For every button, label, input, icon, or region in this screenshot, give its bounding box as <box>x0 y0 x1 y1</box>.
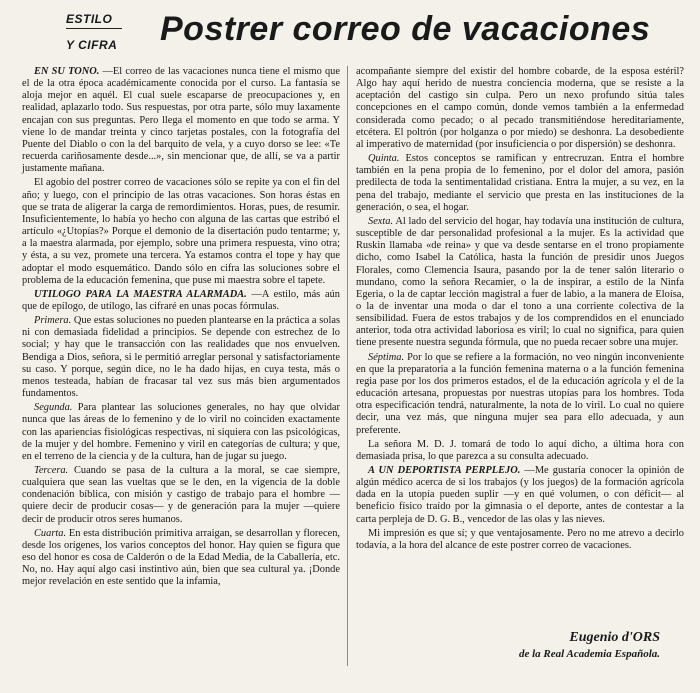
paragraph-text: —El correo de las vacaciones nunca tiene el mismo que el de la otra época académicamente conocida por el curso. La fantasía se aloja mejor en aquél. El cual suele escaparse de preocupaciones y, en realidad, aplazarlo todo. Sus respuestas, por otra parte, sólo muy laxamente encajan con sus preguntas. Pero llega el momento en que todo se arma. Y viene lo de mandar treinta y cinco tarjetas postales, con la fotografía del Puente del Diablo o con la del barquito de vela, y a cuyo dorso se lee: «Te recuerda cariñosamente desde...», sin mencionar que, de allí, se va a partir justamente mañana. <box>22 66 340 175</box>
author-affiliation: de la Real Academia Española. <box>518 648 660 660</box>
signature-block <box>519 630 660 660</box>
paragraph <box>356 216 684 350</box>
paragraph-text: Que estas soluciones no pueden plantearse en la práctica a solas ni con demasiada fidelidad a principios. Se depende con estrechez de lo social; y hay que le transacción con las realidades que nos envuelven. Bendiga a Dios, señora, si le permitió arreglar personal y satisfactoriamente su caso. Y porque, según dice, no le ha dado hijas, en cuya testa, más o menos testeada, habían de fracasar tal vez sus más bien argumentados fundamentos. <box>22 315 340 400</box>
section-heading: UTILOGO PARA LA MAESTRA ALARMADA. <box>34 288 247 300</box>
left-column <box>22 66 340 591</box>
paragraph <box>356 66 684 151</box>
paragraph-lead: Tercera. <box>34 465 69 476</box>
paragraph <box>356 153 684 214</box>
paragraph <box>22 66 340 175</box>
author-name: Eugenio d'ORS <box>569 630 660 645</box>
paragraph <box>356 465 684 526</box>
paragraph <box>356 528 684 552</box>
paragraph-lead: Séptima. <box>368 351 405 363</box>
section-heading: A UN DEPORTISTA PERPLEJO. <box>368 465 521 476</box>
paragraph-text: acompañante siempre del existir del hombre cobarde, de la esposa estéril? Algo hay aquí herido de nuestra conciencia moderna, que se resiste a la aceptación del castigo sin culpa. Pero un nexo profundo sitúa tales concepciones en el campo común, donde vemos también a la enfermedad considerada como pecado; o al pecado transmitiéndose hereditariamente, etcétera. El poltrón (por holganza o por miedo) se deshonra. La desobediente al imperativo de maternidad (por insuficiencia o por dispersión) se deshonra. <box>356 66 684 150</box>
paragraph-text: Cuando se pasa de la cultura a la moral, se cae siempre, cualquiera que sean las vueltas que se le den, en la vigencia de la doble condenación bíblica, con misión y castigo de trabajo para el hombre —quiere decir de producir cosas— y de generación para la mujer —quiere decir de producir otros seres humanos. <box>22 465 340 525</box>
paragraph <box>356 352 684 437</box>
paragraph-text: —A estilo, más aún que de epílogo, de utílogo, las cifraré en unas pocas fórmulas. <box>22 288 340 312</box>
paragraph-text: Al lado del servicio del hogar, hay todavía una institución de cultura, susceptible de dar personalidad profesional a la mujer. Es la actividad que Ruskin llamaba «de reina» y que va desde sentarse en el trono propiamente dicho, como Isabel la Católica, hasta la función de presidir unos Juegos Florales, como Clemencia Isaura, pasando por la de tener salón literario o mundano, como la señora Recamier, o la de inspirar, a estilo de la Ninfa Egeria, o la de captar lección magistral a fuer de labio, a la manera de Eloísa, o la de inventar una moda o dar el tono a una corriente colectiva de la sensibilidad. Fuera de estos trabajos y de los comprendidos en el enunciado anterior, toda otra actividad laboriosa es viril; lo cual no significa, para quien tiene presente nuestra segunda fórmula, que no pueda recaer sobre una mujer. <box>356 215 685 349</box>
kicker-rule <box>66 28 122 29</box>
paragraph <box>22 465 340 526</box>
section-kicker-top: ESTILO <box>66 12 113 26</box>
paragraph <box>22 402 340 463</box>
paragraph-text: Por lo que se refiere a la formación, no veo ningún inconveniente en que la preparatoria a la función femenina materna o a la función femenina regia pase por los dos primeros estados, el de la educación agrícola y el de la educación artesana, propuestas por nuestras utopías para los hombres. Toda otra especificación tendrá, naturalmente, la nota de lo viril. Lo cual no quiere decir, una vez más, que ninguna mujer sea para ello adecuada, y aun preferente. <box>356 351 684 436</box>
section-kicker-bottom: Y CIFRA <box>66 38 118 52</box>
paragraph <box>22 177 340 286</box>
paragraph-text: La señora M. D. J. tomará de todo lo aquí dicho, a última hora con demasiada prisa, lo que parezca a su consulta adecuado. <box>356 438 684 462</box>
paragraph <box>22 528 340 589</box>
article-header <box>0 0 700 62</box>
paragraph-lead: Primera. <box>34 315 72 327</box>
paragraph <box>22 315 340 400</box>
paragraph-text: En esta distribución primitiva arraigan, se desarrollan y florecen, desde los orígenes, los varios conceptos del honor. Hay quien se figura que eso del honor es cosa de Calderón o de la Edad Media, de la Caballería, etc. No, no. Hay aquí algo casi instintivo aún, bien que sea cultural ya. ¡Donde mejor revelación en este sentido que la infamia, <box>22 527 340 588</box>
paragraph-lead: Segunda. <box>34 402 73 414</box>
column-divider <box>347 66 348 666</box>
paragraph-text: Mi impresión es que sí; y que ventajosamente. Pero no me atrevo a decirlo todavía, a la hora del alcance de este postrer correo de vacaciones. <box>356 527 684 551</box>
paragraph-lead: Sexta. <box>368 215 394 227</box>
right-column <box>356 66 684 554</box>
paragraph <box>22 289 340 313</box>
paragraph-text: Estos conceptos se ramifican y entrecruzan. Entra el hombre también en la pena propia de lo femenino, por el dolor del amora, pasión predilecta de toda la sentimentalidad cristiana. Entra la mujer, a su vez, en la pena del trabajo, mediante el servicio que presta en las instituciones de la generación, o sea, el hogar. <box>356 153 684 213</box>
paragraph-text: —Me gustaría conocer la opinión de algún médico acerca de si los trabajos (y los juegos) de la formación agrícola dada en la utopía pueden suplir —y en qué volumen, o con déficit— al beneficio físico traído por la gimnasia o el deporte, antes de contestar a la carta perpleja de D. G. B., vencedor de las olas y las nieves. <box>356 465 684 525</box>
page-title: Postrer correo de vacaciones <box>160 10 651 48</box>
paragraph-lead: Quinta. <box>368 153 400 165</box>
paragraph-text: Para plantear las soluciones generales, no hay que olvidar nunca que las áreas de lo femenino y de lo viril no coinciden exactamente con las apariencias fisiológicas respectivas, ni siquiera con las psicológicas, de la mujer y del hombre. Femenino y viril en categorías de cultura; y que, en el terreno de la ciencia y de la cultura, han de jugar su juego. <box>22 402 340 462</box>
paragraph-text: El agobio del postrer correo de vacaciones sólo se repite ya con el fin del año; y luego, con el principio de las otras vacaciones. Son horas éstas en que se trata de aligerar la carga de remordimientos. Horas, pues, de resumir. Insuficientemente, lo había yo hecho con alguna de las cartas que estribó el artículo «¿Utopías?» Porque el demonio de la disertación pudo tentarme; y, a la maestra alarmada, por ejemplo, sobre una primera respuesta, vino otra; y ésta, a su vez, promete una tercera. Ya estamos contra el tope y hay que adoptar el modo esquemático. Dando sólo en cifra las soluciones sobre el problema de la educación femenina, que puse mi maestra sobre el tapete. <box>22 177 340 286</box>
paragraph <box>356 439 684 463</box>
paragraph-lead: Cuarta. <box>34 527 67 539</box>
section-heading: EN SU TONO. <box>34 66 100 77</box>
